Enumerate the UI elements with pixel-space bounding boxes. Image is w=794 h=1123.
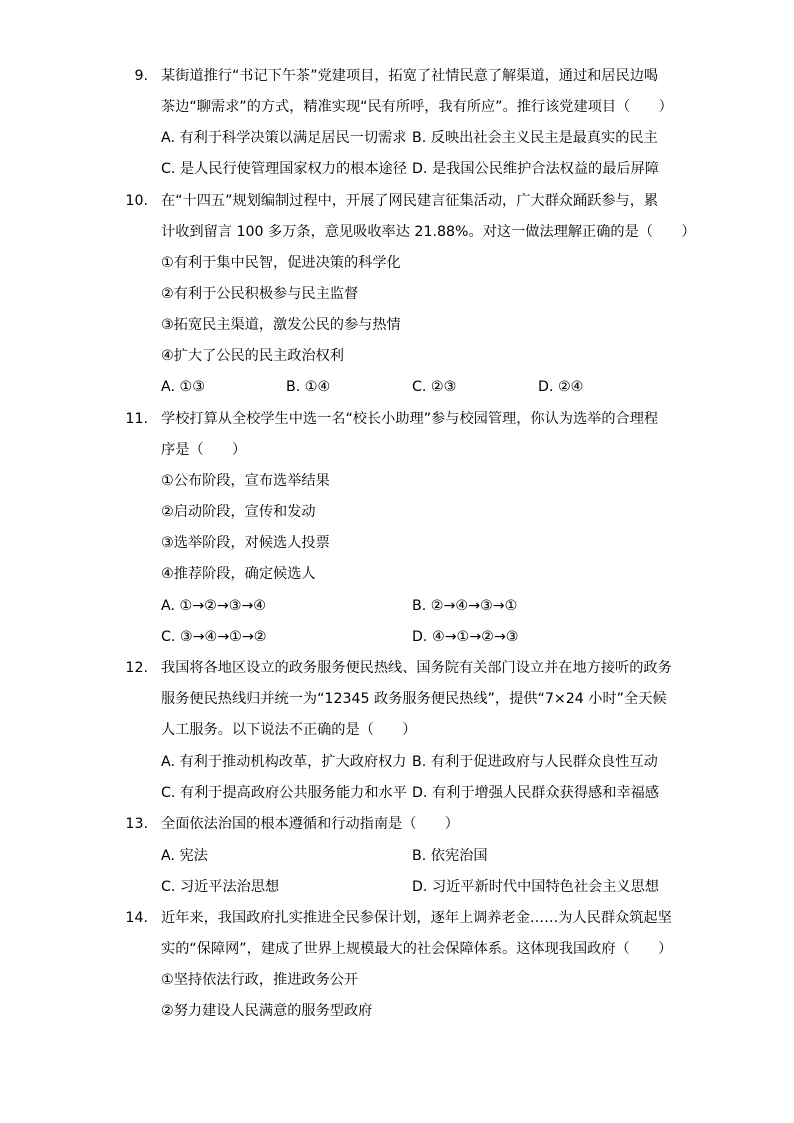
statement-item: ②努力建设人民满意的服务型政府: [161, 1003, 373, 1019]
statement-item: ①有利于集中民智，促进决策的科学化: [161, 255, 401, 271]
answer-option-b[interactable]: B. 有利于促进政府与人民群众良性互动: [412, 754, 658, 770]
answer-option-c[interactable]: C. ③→④→①→②: [161, 629, 267, 645]
question-number: 10.: [125, 193, 148, 209]
question-stem-line: 序是（ ）: [161, 442, 247, 458]
answer-option-c[interactable]: C. 有利于提高政府公共服务能力和水平: [161, 785, 407, 801]
question-stem-line: 在“十四五”规划编制过程中，开展了网民建言征集活动，广大群众踊跃参与，累: [161, 193, 659, 209]
answer-option-d[interactable]: D. 习近平新时代中国特色社会主义思想: [412, 879, 659, 895]
statement-item: ④推荐阶段，确定候选人: [161, 566, 316, 582]
question-stem-line: 近年来，我国政府扎实推进全民参保计划，逐年上调养老金……为人民群众筑起坚: [161, 910, 672, 926]
answer-option-d[interactable]: D. 有利于增强人民群众获得感和幸福感: [412, 785, 659, 801]
question-stem-line: 计收到留言 100 多万条，意见吸收率达 21.88%。对这一做法理解正确的是（ ）: [161, 224, 696, 240]
answer-option-b[interactable]: B. 反映出社会主义民主是最真实的民主: [412, 130, 658, 146]
answer-option-c[interactable]: C. 习近平法治思想: [161, 879, 280, 895]
answer-option-d[interactable]: D. ②④: [538, 379, 584, 395]
answer-option-c[interactable]: C. ②③: [412, 379, 457, 395]
question-number: 9.: [134, 68, 148, 84]
statement-item: ②启动阶段，宣传和发动: [161, 504, 316, 520]
answer-option-a[interactable]: A. ①③: [161, 379, 205, 395]
statement-item: ③拓宽民主渠道，激发公民的参与热情: [161, 317, 401, 333]
question-number: 14.: [125, 910, 148, 926]
answer-option-d[interactable]: D. ④→①→②→③: [412, 629, 519, 645]
statement-item: ④扩大了公民的民主政治权利: [161, 348, 344, 364]
statement-item: ②有利于公民积极参与民主监督: [161, 286, 359, 302]
answer-option-a[interactable]: A. 有利于科学决策以满足居民一切需求: [161, 130, 407, 146]
answer-option-b[interactable]: B. ①④: [286, 379, 331, 395]
question-stem-line: 某街道推行“书记下午茶”党建项目，拓宽了社情民意了解渠道，通过和居民边喝: [161, 68, 659, 84]
answer-option-a[interactable]: A. 宪法: [161, 848, 208, 864]
question-stem-line: 茶边“聊需求”的方式，精准实现“民有所呼，我有所应”。推行该党建项目（ ）: [161, 99, 673, 115]
question-number: 11.: [125, 411, 148, 427]
question-stem-line: 人工服务。以下说法不正确的是（ ）: [161, 722, 417, 738]
statement-item: ①公布阶段，宣布选举结果: [161, 473, 330, 489]
question-stem-line: 实的“保障网”，建成了世界上规模最大的社会保障体系。这体现我国政府（ ）: [161, 941, 673, 957]
answer-option-b[interactable]: B. ②→④→③→①: [412, 598, 518, 614]
statement-item: ①坚持依法行政，推进政务公开: [161, 972, 359, 988]
question-stem-line: 全面依法治国的根本遵循和行动指南是（ ）: [161, 816, 459, 832]
question-stem-line: 服务便民热线归并统一为“12345 政务服务便民热线”，提供“7×24 小时”全天候: [161, 691, 667, 707]
statement-item: ③选举阶段，对候选人投票: [161, 535, 330, 551]
answer-option-c[interactable]: C. 是人民行使管理国家权力的根本途径: [161, 161, 407, 177]
question-number: 12.: [125, 660, 148, 676]
question-stem-line: 学校打算从全校学生中选一名“校长小助理”参与校园管理，你认为选举的合理程: [161, 411, 659, 427]
question-number: 13.: [125, 816, 148, 832]
answer-option-a[interactable]: A. 有利于推动机构改革，扩大政府权力: [161, 754, 407, 770]
answer-option-b[interactable]: B. 依宪治国: [412, 848, 488, 864]
question-stem-line: 我国将各地区设立的政务服务便民热线、国务院有关部门设立并在地方接听的政务: [161, 660, 672, 676]
answer-option-a[interactable]: A. ①→②→③→④: [161, 598, 267, 614]
answer-option-d[interactable]: D. 是我国公民维护合法权益的最后屏障: [412, 161, 659, 177]
